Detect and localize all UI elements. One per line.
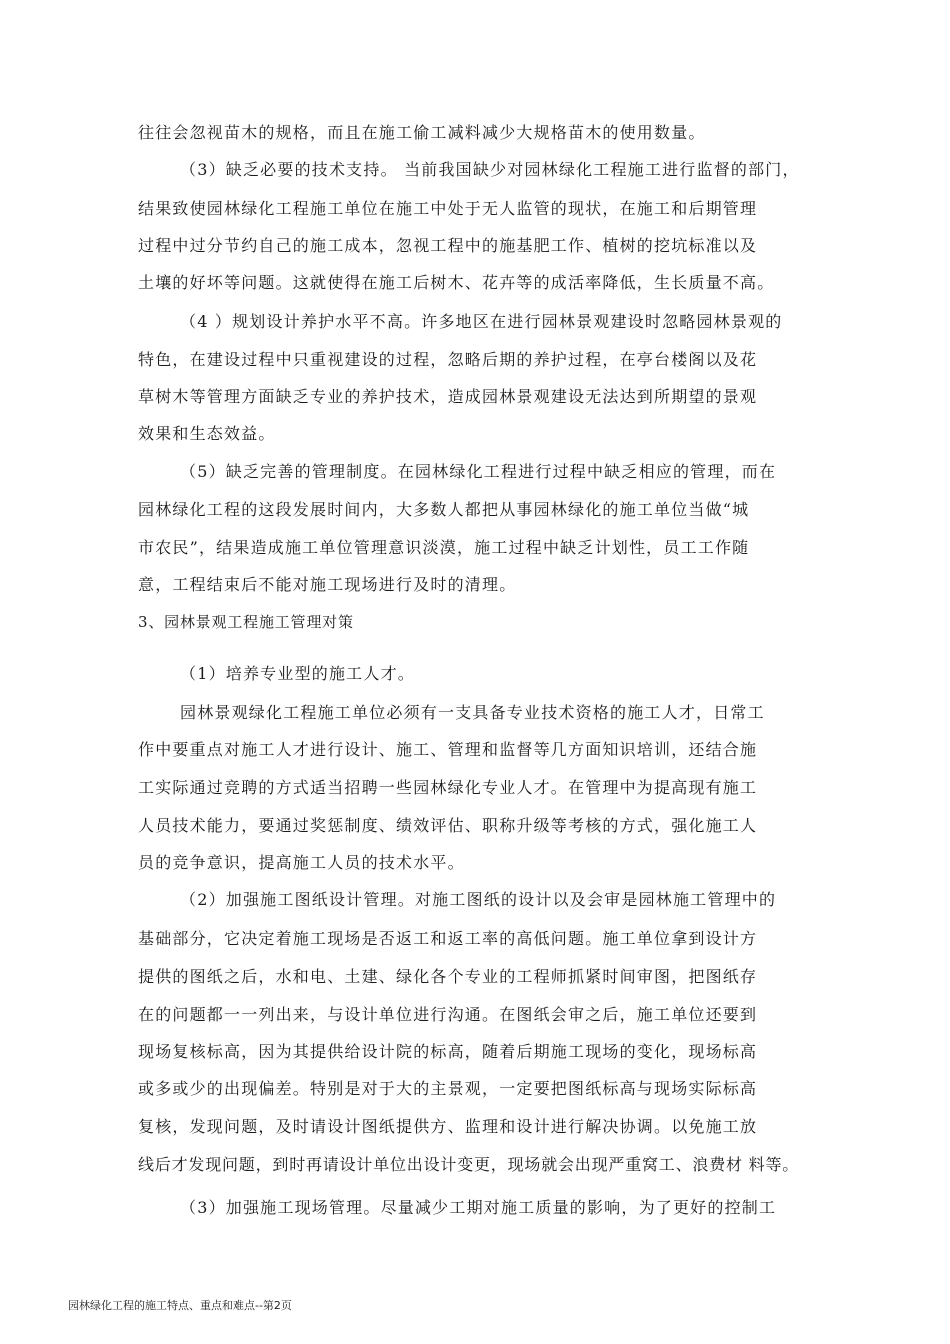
text-line: 意，工程结束后不能对施工现场进行及时的清理。 bbox=[138, 575, 517, 594]
text-line: 现场复核标高，因为其提供给设计院的标高，随着后期施工现场的变化，现场标高 bbox=[138, 1042, 758, 1061]
paragraph-5-first-line: （5）缺乏完善的管理制度。在园林绿化工程进行过程中缺乏相应的管理，而在 bbox=[180, 462, 777, 481]
text-line: 土壤的好坏等问题。这就使得在施工后树木、花卉等的成活率降低，生长质量不高。 bbox=[138, 273, 775, 292]
text-line: 结果致使园林绿化工程施工单位在施工中处于无人监管的现状，在施工和后期管理 bbox=[138, 199, 758, 218]
text-line: 复核，发现问题，及时请设计图纸提供方、监理和设计进行解决协调。以免施工放 bbox=[138, 1117, 758, 1136]
subsection-1-title: （1）培养专业型的施工人才。 bbox=[180, 664, 415, 683]
section-heading: 3、园林景观工程施工管理对策 bbox=[138, 613, 354, 631]
text-line: 草树木等管理方面缺乏专业的养护技术，造成园林景观建设无法达到所期望的景观 bbox=[138, 387, 758, 406]
text-line: 在的问题都一一列出来，与设计单位进行沟通。在图纸会审之后，施工单位还要到 bbox=[138, 1005, 758, 1024]
text-line: 效果和生态效益。 bbox=[138, 424, 276, 443]
paragraph-4-first-line: （4 ）规划设计养护水平不高。许多地区在进行园林景观建设时忽略园林景观的 bbox=[180, 312, 783, 331]
text-line: 往往会忽视苗木的规格，而且在施工偷工减料减少大规格苗木的使用数量。 bbox=[138, 123, 706, 142]
text-line: 人员技术能力，要通过奖惩制度、绩效评估、职称升级等考核的方式，强化施工人 bbox=[138, 816, 758, 835]
text-line: 特色，在建设过程中只重视建设的过程，忽略后期的养护过程，在亭台楼阁以及花 bbox=[138, 350, 758, 369]
text-line: 提供的图纸之后，水和电、土建、绿化各个专业的工程师抓紧时间审图，把图纸存 bbox=[138, 967, 758, 986]
text-line: 市农民”，结果造成施工单位管理意识淡漠，施工过程中缺乏计划性，员工工作随 bbox=[138, 538, 750, 557]
subsection-2-first-line: （2）加强施工图纸设计管理。对施工图纸的设计以及会审是园林施工管理中的 bbox=[180, 890, 777, 909]
paragraph-first-line: 园林景观绿化工程施工单位必须有一支具备专业技术资格的施工人才，日常工 bbox=[180, 703, 765, 722]
text-line: 园林绿化工程的这段发展时间内，大多数人都把从事园林绿化的施工单位当做“城 bbox=[138, 500, 750, 519]
text-line: 过程中过分节约自己的施工成本，忽视工程中的施基肥工作、植树的挖坑标准以及 bbox=[138, 236, 758, 255]
page-footer: 园林绿化工程的施工特点、重点和难点--第2页 bbox=[68, 1299, 292, 1312]
text-line: 基础部分，它决定着施工现场是否返工和返工率的高低问题。施工单位拿到设计方 bbox=[138, 929, 758, 948]
paragraph-3-first-line: （3）缺乏必要的技术支持。 当前我国缺少对园林绿化工程施工进行监督的部门， bbox=[180, 160, 800, 179]
text-line: 线后才发现问题，到时再请设计单位出设计变更，现场就会出现严重窝工、浪费材 料等。 bbox=[138, 1155, 800, 1174]
text-line: 员的竞争意识，提高施工人员的技术水平。 bbox=[138, 853, 465, 872]
text-line: 作中要重点对施工人才进行设计、施工、管理和监督等几方面知识培训，还结合施 bbox=[138, 740, 758, 759]
text-line: 工实际通过竞聘的方式适当招聘一些园林绿化专业人才。在管理中为提高现有施工 bbox=[138, 778, 758, 797]
text-line: 或多或少的出现偏差。特别是对于大的主景观，一定要把图纸标高与现场实际标高 bbox=[138, 1079, 758, 1098]
subsection-3-first-line: （3）加强施工现场管理。尽量减少工期对施工质量的影响，为了更好的控制工 bbox=[180, 1198, 777, 1217]
